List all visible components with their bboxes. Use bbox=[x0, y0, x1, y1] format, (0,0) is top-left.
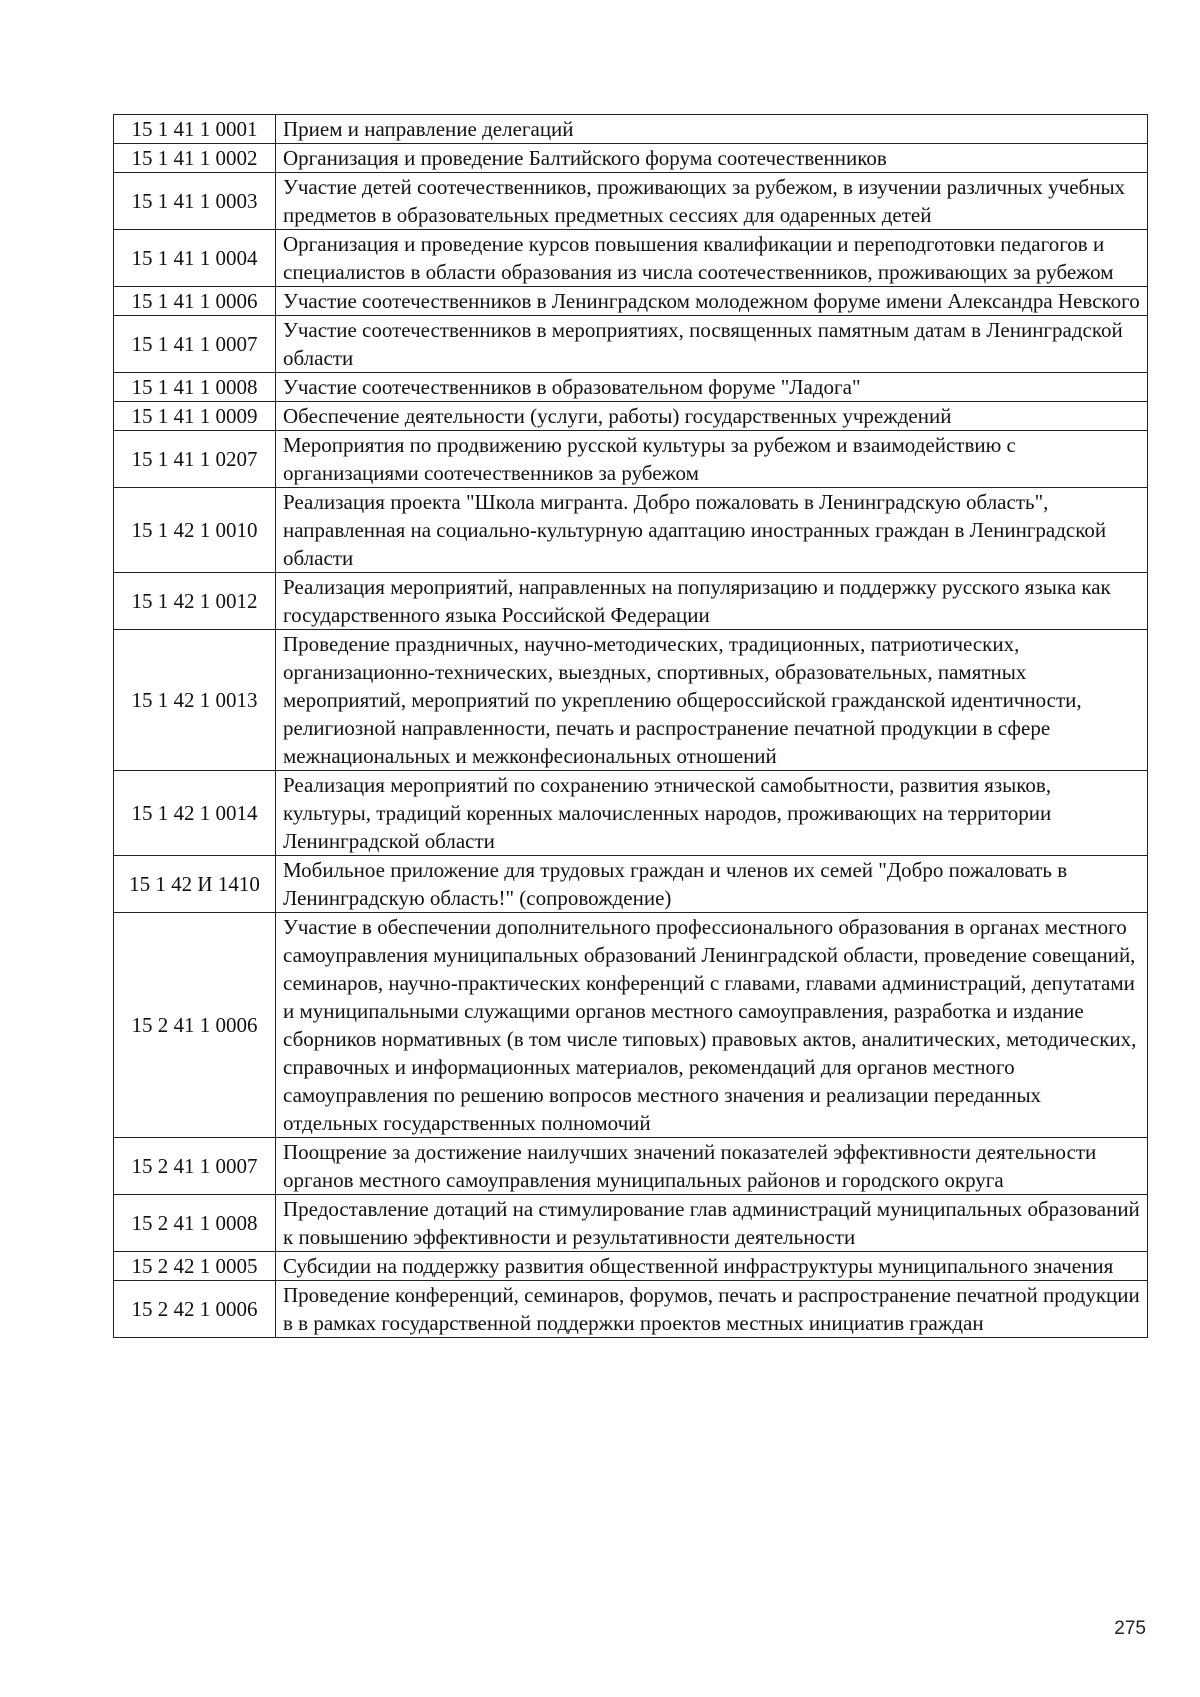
table-row bbox=[114, 115, 1148, 144]
row-description-cell: Участие соотечественников в мероприятиях, посвященных памятным датам в Ленинградской области bbox=[276, 316, 1148, 373]
row-code-cell: 15 1 41 1 0006 bbox=[114, 287, 276, 316]
row-code-cell: 15 1 42 1 0010 bbox=[114, 488, 276, 573]
table-row bbox=[114, 1138, 1148, 1195]
table-row bbox=[114, 230, 1148, 287]
row-description-cell: Участие в обеспечении дополнительного профессионального образования в органах местного самоуправления муниципальных образований Ленинградской области, проведение совещаний, семинаров, научно-практических конференций с главами, главами администраций, депутатами и муниципальными служащими органов местного самоуправления, разработка и издание сборников нормативных (в том числе типовых) правовых актов, аналитических, методических, справочных и информационных материалов, рекомендаций для органов местного самоуправления по решению вопросов местного значения и реализации переданных отдельных государственных полномочий bbox=[276, 913, 1148, 1138]
row-code-cell: 15 2 41 1 0008 bbox=[114, 1195, 276, 1252]
table-row bbox=[114, 856, 1148, 913]
table-row bbox=[114, 1281, 1148, 1338]
table-row bbox=[114, 913, 1148, 1138]
row-description-cell: Организация и проведение Балтийского форума соотечественников bbox=[276, 144, 1148, 173]
table-row bbox=[114, 173, 1148, 230]
table-row bbox=[114, 1252, 1148, 1281]
table-row bbox=[114, 488, 1148, 573]
row-description-cell: Предоставление дотаций на стимулирование глав администраций муниципальных образований к повышению эффективности и результативности деятельности bbox=[276, 1195, 1148, 1252]
table-row bbox=[114, 573, 1148, 630]
row-description-cell: Участие соотечественников в Ленинградском молодежном форуме имени Александра Невского bbox=[276, 287, 1148, 316]
row-code-cell: 15 2 42 1 0006 bbox=[114, 1281, 276, 1338]
row-code-cell: 15 2 41 1 0006 bbox=[114, 913, 276, 1138]
table-row bbox=[114, 431, 1148, 488]
classification-table bbox=[113, 114, 1148, 1338]
row-description-cell: Реализация проекта "Школа мигранта. Добро пожаловать в Ленинградскую область", направленная на социально-культурную адаптацию иностранных граждан в Ленинградской области bbox=[276, 488, 1148, 573]
row-code-cell: 15 1 41 1 0207 bbox=[114, 431, 276, 488]
row-code-cell: 15 1 42 1 0012 bbox=[114, 573, 276, 630]
row-code-cell: 15 1 41 1 0002 bbox=[114, 144, 276, 173]
row-description-cell: Мобильное приложение для трудовых граждан и членов их семей "Добро пожаловать в Ленинградскую область!" (сопровождение) bbox=[276, 856, 1148, 913]
row-code-cell: 15 1 41 1 0008 bbox=[114, 373, 276, 402]
row-code-cell: 15 1 41 1 0009 bbox=[114, 402, 276, 431]
row-description-cell: Организация и проведение курсов повышения квалификации и переподготовки педагогов и специалистов в области образования из числа соотечественников, проживающих за рубежом bbox=[276, 230, 1148, 287]
row-code-cell: 15 1 41 1 0003 bbox=[114, 173, 276, 230]
table-row bbox=[114, 630, 1148, 771]
table-row bbox=[114, 1195, 1148, 1252]
row-description-cell: Проведение праздничных, научно-методических, традиционных, патриотических, организационно-технических, выездных, спортивных, образовательных, памятных мероприятий, мероприятий по укреплению общероссийской гражданской идентичности, религиозной направленности, печать и распространение печатной продукции в сфере межнациональных и межконфесиональных отношений bbox=[276, 630, 1148, 771]
table-body bbox=[114, 115, 1148, 1338]
row-description-cell: Обеспечение деятельности (услуги, работы) государственных учреждений bbox=[276, 402, 1148, 431]
row-description-cell: Участие соотечественников в образовательном форуме "Ладога" bbox=[276, 373, 1148, 402]
row-description-cell: Реализация мероприятий по сохранению этнической самобытности, развития языков, культуры, традиций коренных малочисленных народов, проживающих на территории Ленинградской области bbox=[276, 771, 1148, 856]
row-code-cell: 15 2 41 1 0007 bbox=[114, 1138, 276, 1195]
table-row bbox=[114, 402, 1148, 431]
row-code-cell: 15 1 41 1 0004 bbox=[114, 230, 276, 287]
row-description-cell: Участие детей соотечественников, проживающих за рубежом, в изучении различных учебных предметов в образовательных предметных сессиях для одаренных детей bbox=[276, 173, 1148, 230]
table-row bbox=[114, 287, 1148, 316]
row-description-cell: Субсидии на поддержку развития общественной инфраструктуры муниципального значения bbox=[276, 1252, 1148, 1281]
row-description-cell: Мероприятия по продвижению русской культуры за рубежом и взаимодействию с организациями соотечественников за рубежом bbox=[276, 431, 1148, 488]
row-code-cell: 15 1 41 1 0001 bbox=[114, 115, 276, 144]
row-code-cell: 15 1 42 1 0014 bbox=[114, 771, 276, 856]
row-code-cell: 15 1 41 1 0007 bbox=[114, 316, 276, 373]
table-row bbox=[114, 373, 1148, 402]
row-description-cell: Прием и направление делегаций bbox=[276, 115, 1148, 144]
row-code-cell: 15 1 42 1 0013 bbox=[114, 630, 276, 771]
row-code-cell: 15 1 42 И 1410 bbox=[114, 856, 276, 913]
row-code-cell: 15 2 42 1 0005 bbox=[114, 1252, 276, 1281]
table-row bbox=[114, 316, 1148, 373]
row-description-cell: Поощрение за достижение наилучших значений показателей эффективности деятельности органов местного самоуправления муниципальных районов и городского округа bbox=[276, 1138, 1148, 1195]
table-row bbox=[114, 771, 1148, 856]
page-number: 275 bbox=[1114, 1618, 1146, 1639]
row-description-cell: Проведение конференций, семинаров, форумов, печать и распространение печатной продукции в в рамках государственной поддержки проектов местных инициатив граждан bbox=[276, 1281, 1148, 1338]
row-description-cell: Реализация мероприятий, направленных на популяризацию и поддержку русского языка как государственного языка Российской Федерации bbox=[276, 573, 1148, 630]
table-row bbox=[114, 144, 1148, 173]
